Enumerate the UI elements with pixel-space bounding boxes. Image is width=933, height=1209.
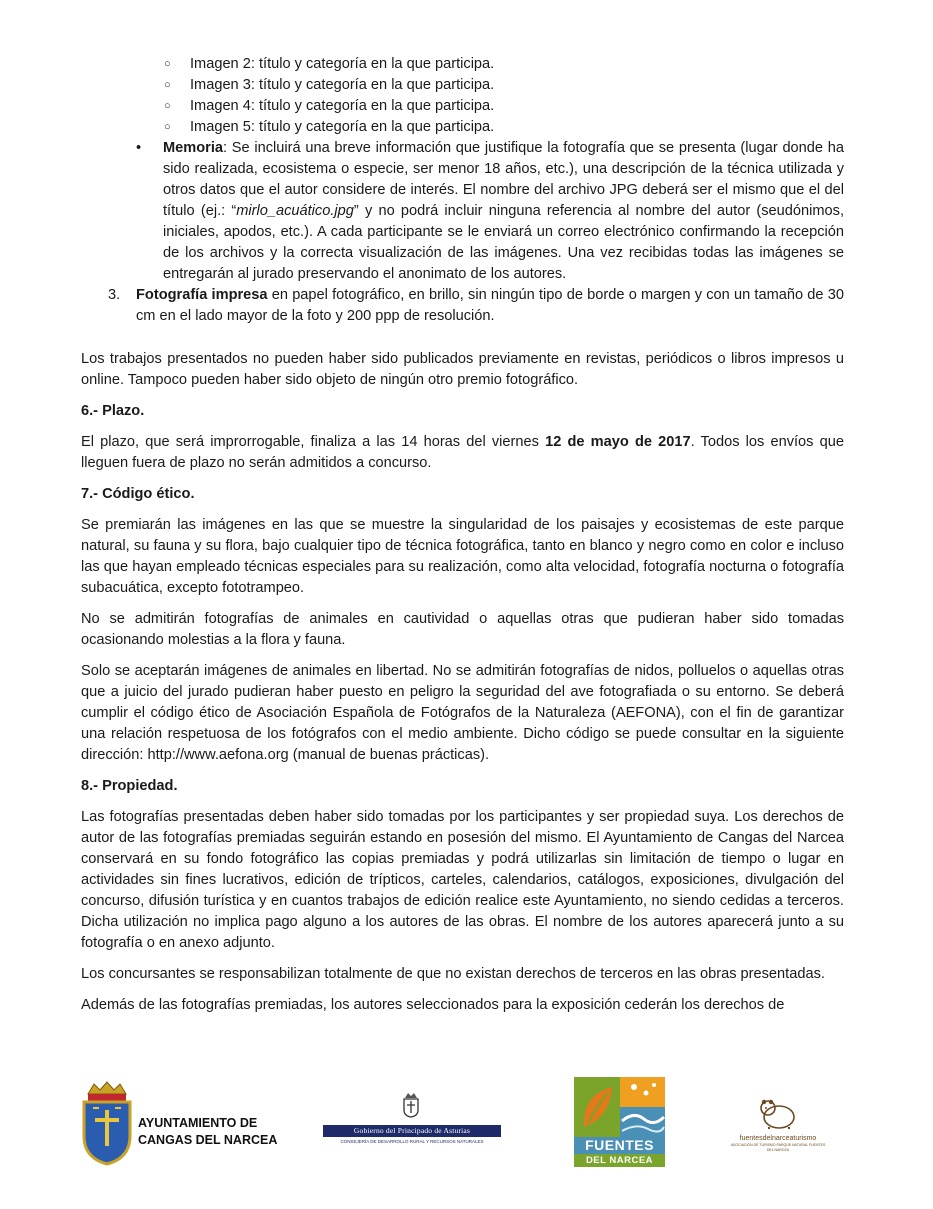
item-number: 3. — [108, 287, 121, 303]
ayuntamiento-name-1: AYUNTAMIENTO DE — [138, 1116, 258, 1130]
memoria-item — [81, 138, 844, 285]
section-heading-plazo: 6.- Plazo. — [81, 403, 145, 419]
propiedad-paragraph-2: Los concursantes se responsabilizan totalmente de que no existan derechos de terceros en las obras presentadas. — [81, 966, 825, 982]
list-item: ○ Imagen 2: título y categoría en la que participa. — [189, 54, 844, 75]
footer-logos — [0, 1070, 933, 1180]
principado-crest-icon — [402, 1092, 420, 1118]
item-3-label: Fotografía impresa — [136, 287, 268, 303]
codigo-paragraph-3: Solo se aceptarán imágenes de animales en libertad. No se admitirán fotografías de nidos, polluelos o aquellas otras que a juicio del jurado pudieran haber puesto en peligro la seguridad del ave fotografiada o su entorno. Se deberá cumplir el código ético de Asociación Española de Fotógrafos de la Naturaleza (AEFONA), con el fin de garantizar una relación respetuosa de los fotógrafos con el medio ambiente. Dicho código se puede consultar en la siguiente dirección: http://www.aefona.org (manual de buenas prácticas). — [81, 663, 844, 763]
list-item: ○ Imagen 3: título y categoría en la que participa. — [189, 75, 844, 96]
ayuntamiento-name-2: CANGAS DEL NARCEA — [138, 1133, 278, 1147]
item-3-text: en papel fotográfico, en brillo, sin ningún tipo de borde o margen y con un tamaño de 30 cm en el lado mayor de la foto y 200 ppp de resolución. — [136, 287, 844, 324]
leaf-icon — [574, 1077, 665, 1137]
bullet-icon: • — [136, 140, 142, 156]
plazo-text: El plazo, que será improrrogable, finaliza a las 14 horas del viernes — [81, 434, 546, 450]
plazo-paragraph — [81, 432, 844, 474]
item-3 — [81, 285, 844, 327]
image-sublist — [81, 54, 844, 138]
memoria-label: Memoria — [163, 140, 224, 156]
propiedad-paragraph-3: Además de las fotografías premiadas, los autores seleccionados para la exposición cederán los derechos de — [81, 997, 785, 1013]
fuentes-logo — [574, 1077, 665, 1167]
memoria-example: mirlo_acuático.jpg — [236, 203, 354, 219]
section-heading-codigo: 7.- Código ético. — [81, 486, 195, 502]
memoria-text-2: ” y no podrá incluir ninguna referencia al nombre del autor (seudónimos, iniciales, apodos, etc.). A cada participante se le enviará un correo electrónico confirmando la recepción de los archivos y la correcta visualización de las imágenes. Una vez recibidas todas las imágenes se entregarán al jurado preservando el anonimato de los autores. — [163, 203, 845, 282]
published-paragraph: Los trabajos presentados no pueden haber sido publicados previamente en revistas, periódicos o libros impresos u online. Tampoco pueden haber sido objeto de ningún otro premio fotográfico. — [81, 351, 844, 388]
codigo-paragraph-1: Se premiarán las imágenes en las que se muestre la singularidad de los paisajes y ecosistemas de este parque natural, su fauna y su flora, bajo cualquier tipo de técnica fotográfica, tanto en blanco y negro como en color e incluso las que hayan empleado técnicas especiales para su realización, como alta velocidad, fotografía nocturna o fotografía subacuática, excepto fototrampeo. — [81, 517, 844, 596]
plazo-text-2: . Todos los envíos que lleguen fuera de plazo no serán admitidos a concurso. — [81, 434, 844, 471]
bear-icon — [755, 1098, 799, 1130]
document-page — [81, 54, 844, 1016]
list-item: ○ Imagen 4: título y categoría en la que participa. — [189, 96, 844, 117]
fuentes-title: FUENTES — [574, 1137, 665, 1154]
plazo-date: 12 de mayo de 2017 — [545, 434, 691, 450]
memoria-text: : Se incluirá una breve información que justifique la fotografía que se presenta (lugar donde ha sido realizada, ecosistema o especie, ser menor 18 años, etc.), una descripción de la técnica utilizada y otros datos que el autor considere de interés. El nombre del archivo JPG deberá ser el mismo que el del título (ej.: “ — [163, 140, 844, 219]
fuentes-subtitle: DEL NARCEA — [574, 1154, 665, 1167]
coat-of-arms-icon — [80, 1080, 134, 1166]
section-heading-propiedad: 8.- Propiedad. — [81, 778, 178, 794]
consejeria-text: CONSEJERÍA DE DESARROLLO RURAL Y RECURSOS NATURALES — [340, 1139, 484, 1144]
list-item: ○ Imagen 5: título y categoría en la que participa. — [189, 117, 844, 138]
turismo-subtext: ASOCIACIÓN DE TURISMO PARQUE NATURAL FUENTES DEL NARCEA — [730, 1143, 826, 1152]
ayuntamiento-logo-text — [138, 1115, 277, 1149]
propiedad-paragraph-1: Las fotografías presentadas deben haber sido tomadas por los participantes y ser propiedad suya. Los derechos de autor de las fotografías premiadas seguirán estando en posesión del mismo. El Ayuntamiento de Cangas del Narcea conservará en su fondo fotográfico las copias premiadas y podrá utilizarlas sin limitación de tiempo o lugar en actividades sin fines lucrativos, edición de trípticos, carteles, calendarios, catálogos, exposiciones, divulgación del concurso, difusión turística y en cuantos trabajos de edición realice este Ayuntamiento, no siendo cedidas a terceros. Dicha utilización no implica pago alguno a los autores de las obras. El nombre de los autores aparecerá junto a su fotografía o en anexo adjunto. — [81, 809, 844, 951]
gobierno-banner: Gobierno del Principado de Asturias — [323, 1125, 501, 1137]
codigo-paragraph-2: No se admitirán fotografías de animales en cautividad o aquellas otras que pudieran haber sido tomadas ocasionando molestias a la flora y fauna. — [81, 611, 844, 648]
turismo-text: fuentesdelnarceaturismo — [739, 1135, 817, 1142]
